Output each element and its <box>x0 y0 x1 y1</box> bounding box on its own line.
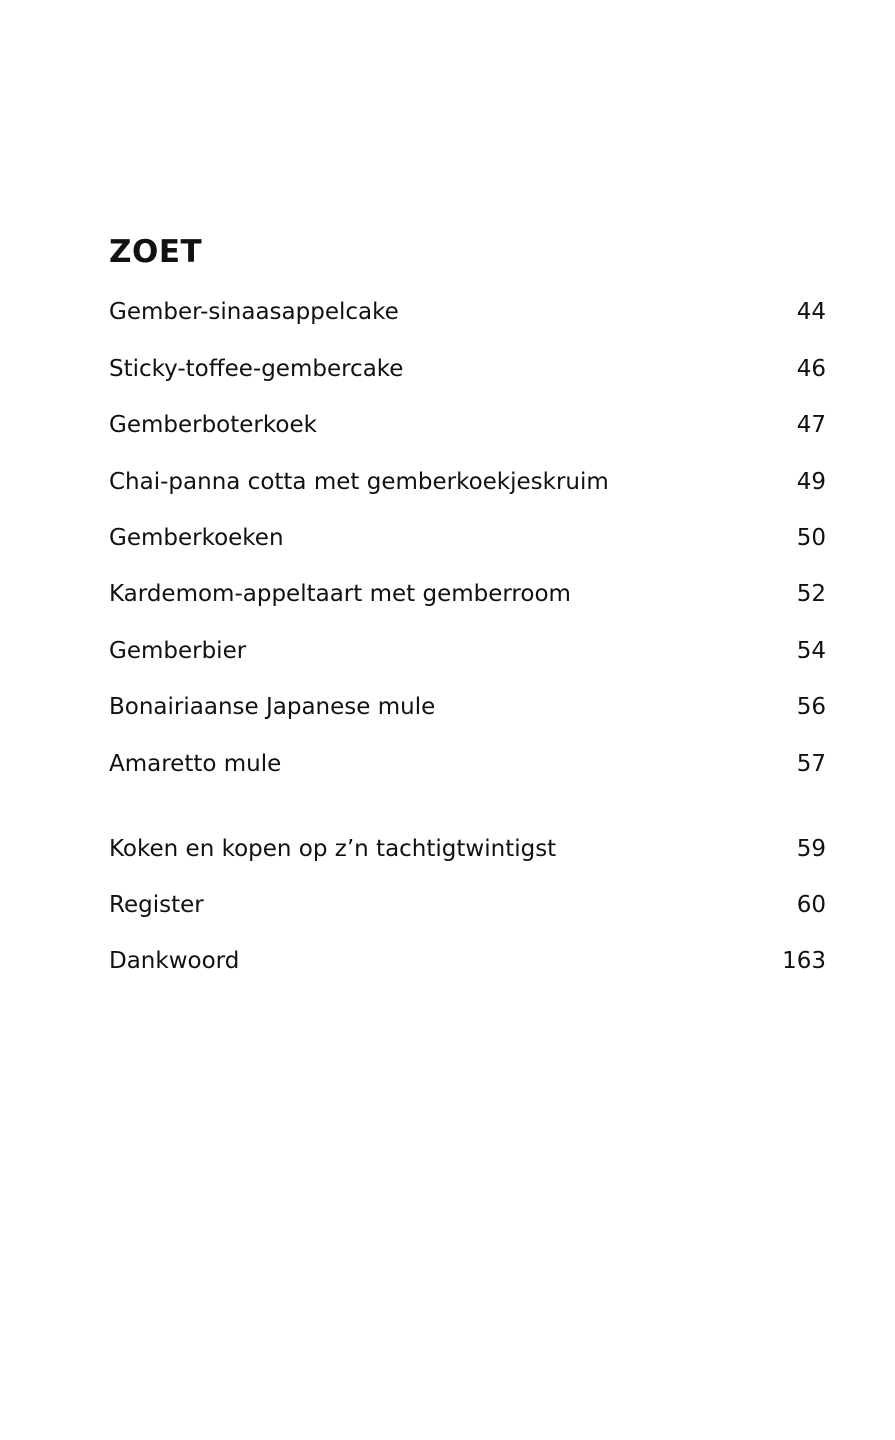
toc-back-matter-entry[interactable] <box>109 831 826 867</box>
toc-entry-title: Gember-sinaasappelcake <box>109 299 399 325</box>
toc-entry-title: Gemberboterkoek <box>109 412 317 438</box>
toc-entry-title: Koken en kopen op z’n tachtigtwintigst <box>109 836 557 862</box>
toc-entry-page: 44 <box>796 299 826 325</box>
toc-entry-page: 46 <box>796 356 826 382</box>
toc-entry-title: Bonairiaanse Japanese mule <box>109 694 436 720</box>
toc-entry-title: Gemberbier <box>109 638 247 664</box>
toc-entry-title: Kardemom-appeltaart met gemberroom <box>109 581 571 607</box>
section-title: ZOET <box>109 234 203 270</box>
toc-entry-page: 163 <box>782 948 826 974</box>
toc-entry-title: Gemberkoeken <box>109 525 284 551</box>
toc-entry-page: 59 <box>796 836 826 862</box>
toc-back-matter-entry[interactable] <box>109 943 826 979</box>
toc-entry-title: Amaretto mule <box>109 751 282 777</box>
toc-entry-title: Register <box>109 892 204 918</box>
toc-entry-title: Dankwoord <box>109 948 240 974</box>
toc-entry[interactable] <box>109 464 826 500</box>
toc-entry[interactable] <box>109 689 826 725</box>
toc-entry[interactable] <box>109 294 826 330</box>
toc-entry[interactable] <box>109 407 826 443</box>
toc-entry-page: 49 <box>796 469 826 495</box>
toc-entry-page: 60 <box>796 892 826 918</box>
toc-entry-title: Sticky-toffee-gembercake <box>109 356 404 382</box>
toc-entry[interactable] <box>109 576 826 612</box>
toc-entry-page: 56 <box>796 694 826 720</box>
toc-entry-title: Chai-panna cotta met gemberkoekjeskruim <box>109 469 609 495</box>
toc-entry-page: 57 <box>796 751 826 777</box>
toc-entry[interactable] <box>109 351 826 387</box>
toc-back-matter-entry[interactable] <box>109 887 826 923</box>
toc-entry-page: 50 <box>796 525 826 551</box>
toc-entry[interactable] <box>109 520 826 556</box>
toc-entry[interactable] <box>109 633 826 669</box>
toc-entry-page: 47 <box>796 412 826 438</box>
toc-entry-page: 54 <box>796 638 826 664</box>
toc-entry-page: 52 <box>796 581 826 607</box>
toc-entry[interactable] <box>109 746 826 782</box>
